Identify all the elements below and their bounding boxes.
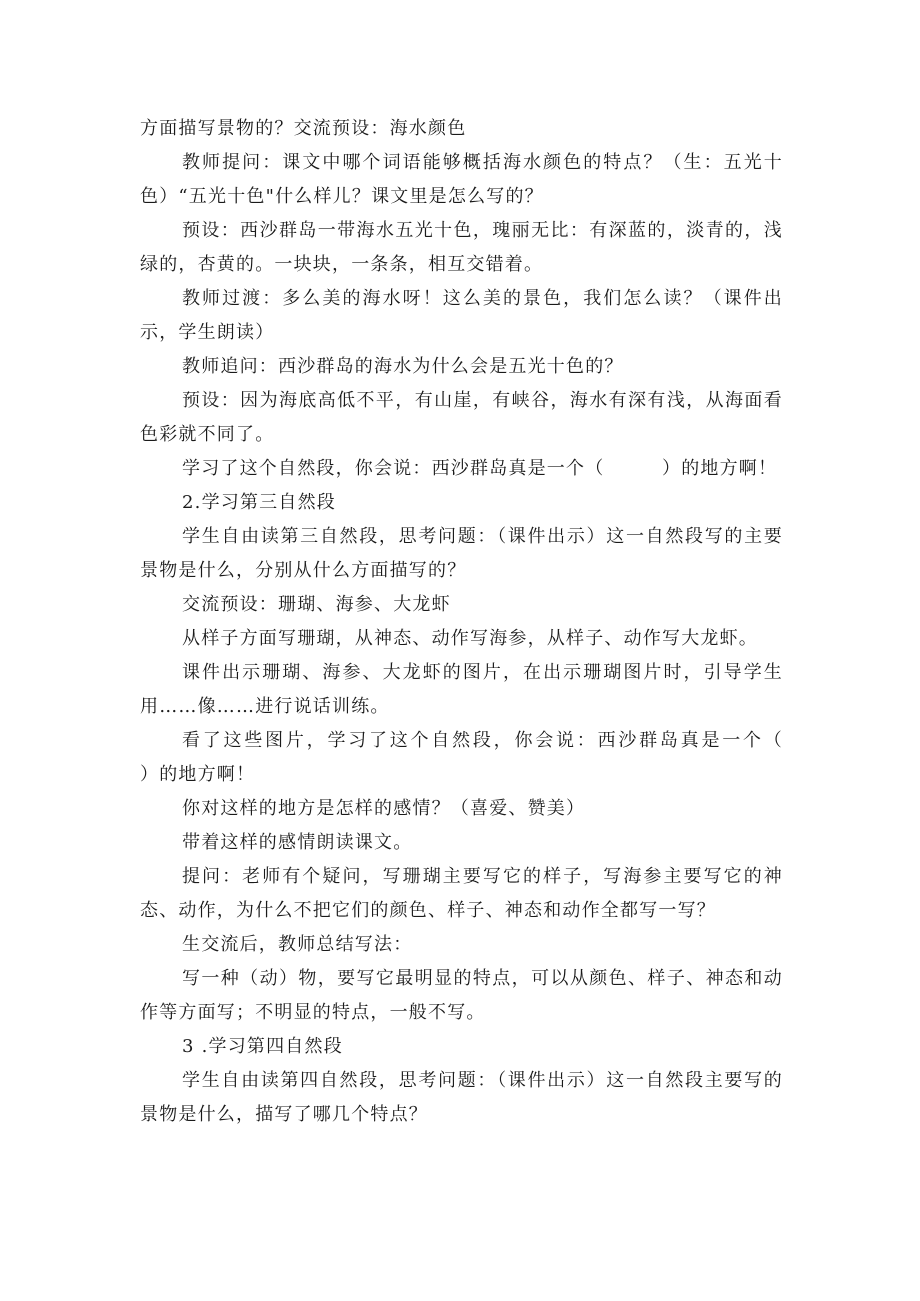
paragraph-preset-creatures: 交流预设：珊瑚、海参、大龙虾 (182, 594, 451, 615)
paragraph-continuation: 方面描写景物的？交流预设：海水颜色 (140, 118, 467, 139)
section-heading-paragraph-3: 2.学习第三自然段 (182, 492, 336, 513)
paragraph-preset-seabed: 预设：因为海底高低不平，有山崖，有峡谷，海水有深有浅，从海面看色彩就不同了。 (140, 390, 783, 445)
paragraph-description-aspects: 从样子方面写珊瑚，从神态、动作写海参，从样子、动作写大龙虾。 (182, 628, 758, 649)
paragraph-teacher-follow-up: 教师追问：西沙群岛的海水为什么会是五光十色的？ (182, 356, 624, 377)
document-page (140, 112, 822, 1132)
paragraph-exchange-summary: 生交流后，教师总结写法： (182, 934, 413, 955)
paragraph-reading-task-3: 学生自由读第三自然段，思考问题：（课件出示）这一自然段写的主要景物是什么，分别从什么方面描写的？ (140, 526, 783, 581)
paragraph-teacher-question: 教师提问：课文中哪个词语能够概括海水颜色的特点？（生：五光十色）“五光十色"什么样儿？课文里是怎么写的？ (140, 152, 783, 207)
paragraph-preset-sea-colors: 预设：西沙群岛一带海水五光十色，瑰丽无比：有深蓝的，淡青的，浅绿的，杏黄的。一块块，一条条，相互交错着。 (140, 220, 783, 275)
paragraph-teacher-transition: 教师过渡：多么美的海水呀！这么美的景色，我们怎么读？（课件出示，学生朗读） (140, 288, 783, 343)
paragraph-read-aloud: 带着这样的感情朗读课文。 (182, 832, 413, 853)
paragraph-summary-prompt-2: 看了这些图片，学习了这个自然段，你会说：西沙群岛真是一个（ ）的地方啊！ (140, 730, 822, 785)
paragraph-feeling-question: 你对这样的地方是怎样的感情？（喜爱、赞美） (182, 798, 586, 819)
paragraph-summary-prompt-1: 学习了这个自然段，你会说：西沙群岛真是一个（ ）的地方啊！ (182, 458, 778, 479)
paragraph-teacher-doubt: 提问：老师有个疑问，写珊瑚主要写它的样子，写海参主要写它的神态、动作，为什么不把它们的颜色、样子、神态和动作全都写一写？ (140, 866, 783, 921)
paragraph-reading-task-4: 学生自由读第四自然段，思考问题：（课件出示）这一自然段主要写的景物是什么，描写了哪几个特点？ (140, 1070, 783, 1125)
paragraph-courseware-images: 课件出示珊瑚、海参、大龙虾的图片，在出示珊瑚图片时，引导学生用……像……进行说话训练。 (140, 662, 783, 717)
section-heading-paragraph-4: 3 .学习第四自然段 (182, 1036, 343, 1057)
paragraph-writing-method: 写一种（动）物，要写它最明显的特点，可以从颜色、样子、神态和动作等方面写；不明显的特点，一般不写。 (140, 968, 783, 1023)
